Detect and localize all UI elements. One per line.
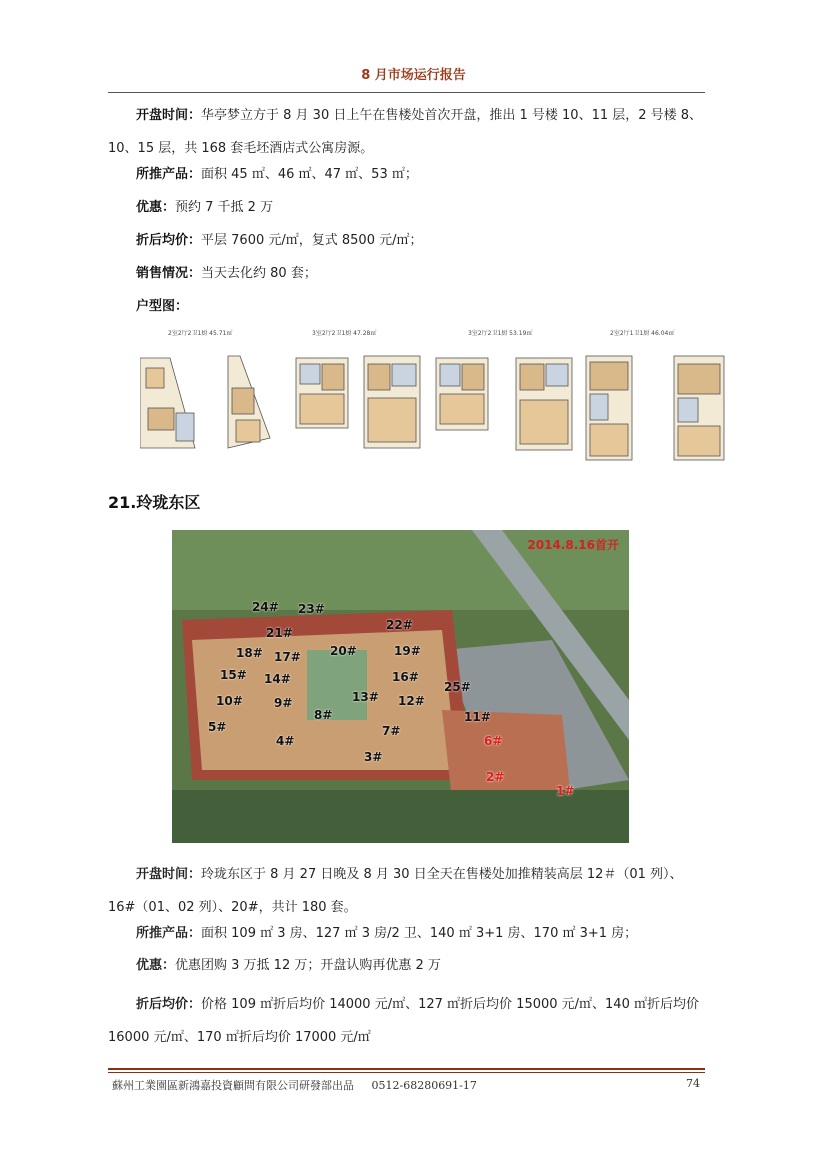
footer-rule-thin: [108, 1072, 705, 1073]
price-text: 价格 109 ㎡折后均价 14000 元/㎡、127 ㎡折后均价 15000 元/㎡、140 ㎡折后均价 16000 元/㎡、170 ㎡折后均价 17000 元/㎡: [108, 997, 699, 1045]
discount-paragraph-2: [108, 956, 708, 976]
sales-label: 销售情况：: [136, 266, 202, 281]
product-label: 所推产品：: [136, 926, 202, 941]
building-label: 21#: [266, 626, 293, 640]
header-rule: [108, 92, 705, 93]
product-paragraph-1: [108, 165, 708, 185]
floor-plan-1: [140, 358, 195, 448]
building-label: 8#: [314, 708, 333, 722]
sales-text: 当天去化约 80 套；: [201, 266, 317, 281]
building-label: 16#: [392, 670, 419, 684]
discount-label: 优惠：: [136, 958, 176, 973]
open-time-text: 玲珑东区于 8 月 27 日晚及 8 月 30 日全天在售楼处加推精装高层 12＃（01 列）、16#（01、02 列）、20#，共计 180 套。: [108, 867, 683, 915]
section-title: 21.玲珑东区: [108, 493, 201, 512]
building-label: 4#: [276, 734, 295, 748]
building-label: 20#: [330, 644, 357, 658]
footer-phone: 0512-68280691-17: [371, 1079, 477, 1092]
discount-text: 预约 7 千抵 2 万: [175, 200, 274, 215]
first-open-date: 2014.8.16首开: [527, 538, 619, 552]
price-paragraph-1: [108, 231, 708, 251]
discount-text: 优惠团购 3 万抵 12 万；开盘认购再优惠 2 万: [175, 958, 441, 973]
product-text: 面积 109 ㎡ 3 房、127 ㎡ 3 房/2 卫、140 ㎡ 3+1 房、170 ㎡ 3+1 房；: [201, 926, 638, 941]
building-label: 13#: [352, 690, 379, 704]
building-label: 15#: [220, 668, 247, 682]
building-label: 3#: [364, 750, 383, 764]
floor-plan-caption: 3室2厅2卫1厨 53.19㎡: [468, 330, 533, 337]
building-label: 14#: [264, 672, 291, 686]
floor-plan-2: [228, 356, 270, 448]
floor-plan-6: [516, 358, 572, 450]
building-label: 18#: [236, 646, 263, 660]
price-paragraph-2: [108, 988, 708, 1054]
open-time-paragraph-1: [108, 99, 708, 165]
building-label: 6#: [484, 734, 503, 748]
building-label: 2#: [486, 770, 505, 784]
footer-org: 蘇州工業園區新鴻嘉投資顧問有限公司研發部出品: [112, 1079, 354, 1092]
product-label: 所推产品：: [136, 167, 202, 182]
building-label: 1#: [556, 784, 575, 798]
discount-label: 优惠：: [136, 200, 176, 215]
floor-plan-4: [364, 356, 420, 448]
building-label: 23#: [298, 602, 325, 616]
floor-plan-5: [436, 358, 488, 430]
building-label: 17#: [274, 650, 301, 664]
building-label: 7#: [382, 724, 401, 738]
open-time-paragraph-2: [108, 858, 708, 924]
open-time-label: 开盘时间：: [136, 108, 202, 123]
floor-plan-caption: 2室2厅2卫1厨 45.71㎡: [168, 330, 233, 337]
footer-credit: [112, 1077, 477, 1093]
sales-paragraph-1: [108, 264, 708, 284]
price-text: 平层 7600 元/㎡，复式 8500 元/㎡；: [201, 233, 423, 248]
floor-plan-3: [296, 358, 348, 428]
price-label: 折后均价：: [136, 233, 202, 248]
discount-paragraph-1: [108, 198, 708, 218]
product-text: 面积 45 ㎡、46 ㎡、47 ㎡、53 ㎡；: [201, 167, 418, 182]
building-label: 10#: [216, 694, 243, 708]
building-label: 9#: [274, 696, 293, 710]
floor-plan-strip: [140, 328, 740, 468]
floor-plan-7: [586, 356, 632, 460]
building-label: 24#: [252, 600, 279, 614]
floor-plan-caption: 3室2厅2卫1厨 47.28㎡: [312, 330, 377, 337]
plan-label: 户型图：: [136, 299, 189, 314]
building-label: 11#: [464, 710, 491, 724]
floor-plan-8: [674, 356, 724, 460]
building-label: 12#: [398, 694, 425, 708]
product-paragraph-2: [108, 924, 708, 944]
plan-heading: [108, 297, 708, 317]
floor-plan-drawings: [140, 328, 740, 468]
page-number: 74: [686, 1077, 700, 1090]
aerial-rendering: [172, 530, 629, 843]
floor-plan-caption: 2室2厅1卫1厨 46.04㎡: [610, 330, 675, 337]
building-label: 25#: [444, 680, 471, 694]
open-time-text: 华亭梦立方于 8 月 30 日上午在售楼处首次开盘，推出 1 号楼 10、11 层，2 号楼 8、10、15 层，共 168 套毛坯酒店式公寓房源。: [108, 108, 703, 156]
footer-rule-thick: [108, 1068, 705, 1070]
open-time-label: 开盘时间：: [136, 867, 202, 882]
building-label: 19#: [394, 644, 421, 658]
page-header-title: 8 月市场运行报告: [361, 68, 466, 83]
price-label: 折后均价：: [136, 997, 202, 1012]
building-label: 5#: [208, 720, 227, 734]
building-label: 22#: [386, 618, 413, 632]
